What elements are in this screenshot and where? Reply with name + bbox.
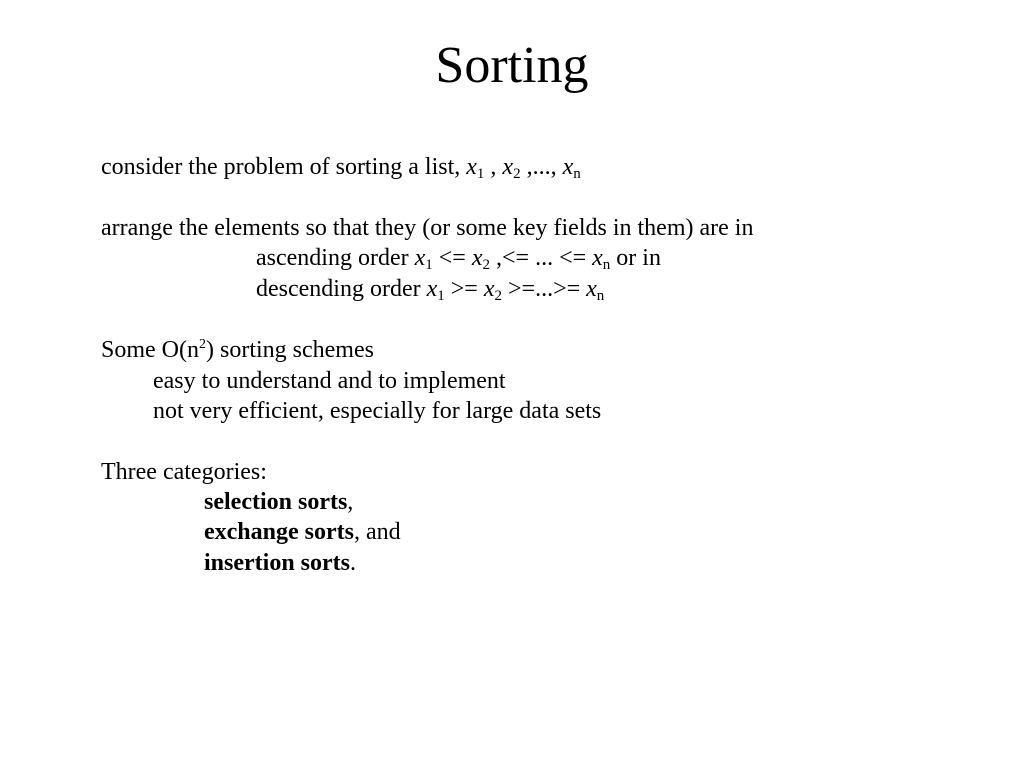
problem-statement-line <box>101 153 581 184</box>
var-x: x <box>471 245 483 271</box>
var-x: x <box>502 154 514 180</box>
operator: <= <box>432 245 472 271</box>
separator: ,..., <box>520 154 563 180</box>
operator: ,<= ... <= <box>490 245 593 271</box>
slide-title: Sorting <box>435 37 589 94</box>
problem-statement-text: consider the problem of sorting a list, <box>101 154 467 180</box>
var-x: x <box>426 276 438 302</box>
category-exchange-name: exchange sorts <box>204 519 354 545</box>
var-x: x <box>483 276 495 302</box>
subscript-1: 1 <box>437 288 445 304</box>
category-selection-name: selection sorts <box>204 489 348 515</box>
separator: , <box>484 154 503 180</box>
ascending-tail: or in <box>610 245 661 271</box>
subscript-2: 2 <box>513 166 521 182</box>
var-x: x <box>466 154 477 180</box>
operator: >=...>= <box>502 276 587 302</box>
complexity-heading <box>101 336 374 368</box>
complexity-pre: Some O(n <box>101 337 199 363</box>
var-x: x <box>586 276 597 302</box>
category-selection <box>204 488 353 516</box>
var-x: x <box>562 154 574 180</box>
subscript-n: n <box>596 288 605 304</box>
subscript-n: n <box>602 257 611 273</box>
ascending-order-line <box>256 244 661 275</box>
superscript-2: 2 <box>199 337 206 352</box>
complexity-post: ) sorting schemes <box>206 337 374 363</box>
operator: >= <box>444 276 484 302</box>
subscript-n: n <box>573 166 581 182</box>
bullet-not-efficient: not very efficient, especially for large data sets <box>153 398 602 424</box>
category-insertion <box>204 549 356 577</box>
subscript-2: 2 <box>482 257 490 273</box>
descending-label: descending order <box>256 276 427 302</box>
category-exchange-tail: , and <box>353 519 401 545</box>
subscript-1: 1 <box>476 166 485 182</box>
arrange-line: arrange the elements so that they (or some key fields in them) are in <box>101 215 754 241</box>
category-exchange <box>204 518 401 546</box>
descending-order-line <box>256 275 604 306</box>
category-insertion-tail: . <box>350 550 356 576</box>
categories-heading: Three categories: <box>101 459 267 485</box>
subscript-2: 2 <box>494 288 502 304</box>
category-selection-tail: , <box>347 489 354 515</box>
subscript-1: 1 <box>425 257 433 273</box>
bullet-easy: easy to understand and to implement <box>153 368 506 394</box>
var-x: x <box>414 245 426 271</box>
ascending-label: ascending order <box>256 245 415 271</box>
var-x: x <box>592 245 603 271</box>
category-insertion-name: insertion sorts <box>204 550 350 576</box>
